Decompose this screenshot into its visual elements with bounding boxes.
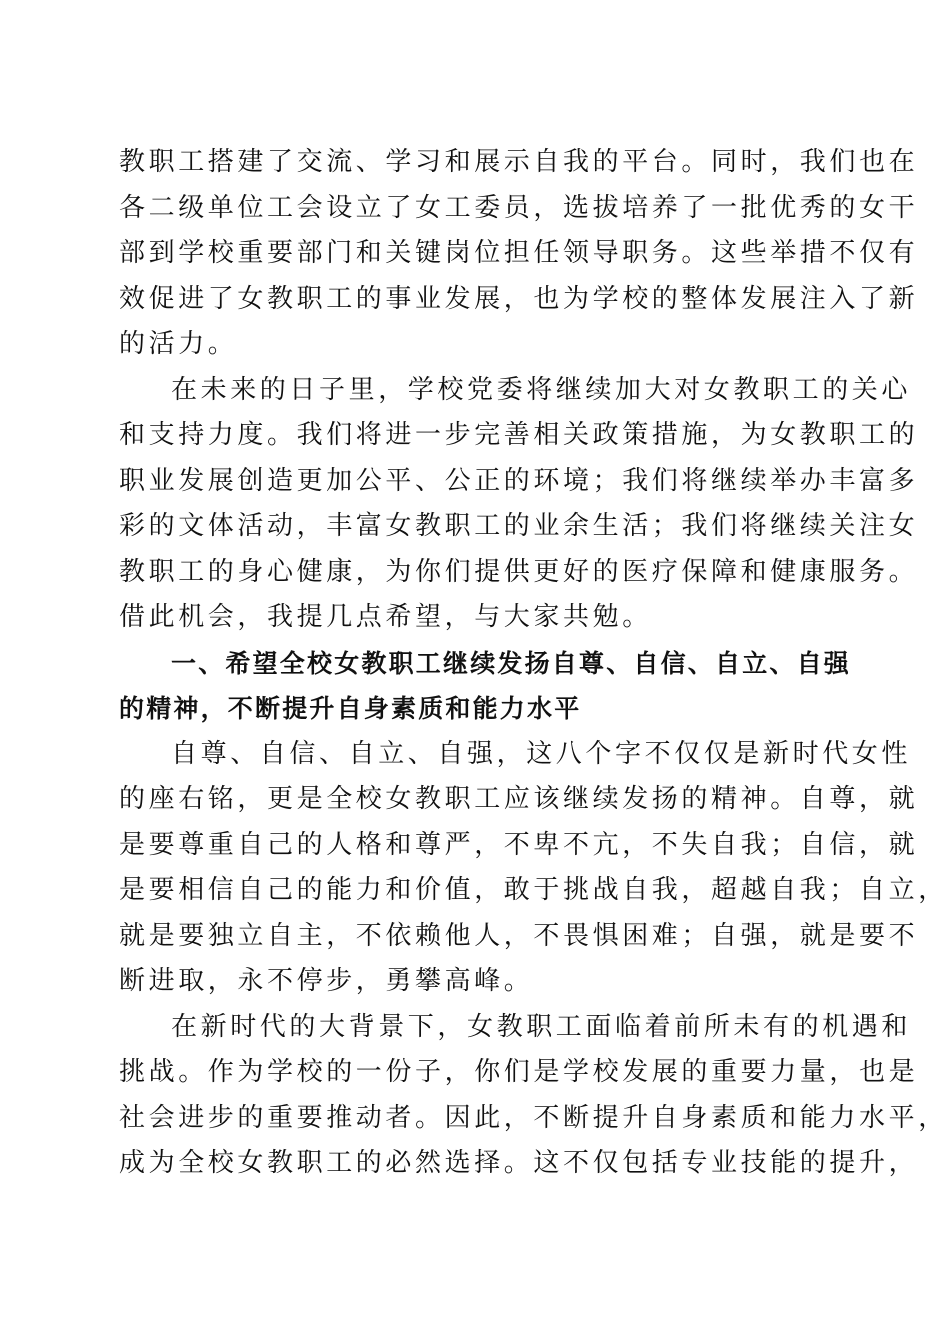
paragraph-line: 挑战。作为学校的一份子，你们是学校发展的重要力量，也是: [119, 1057, 919, 1087]
paragraph-line: 在未来的日子里，学校党委将继续加大对女教职工的关心: [171, 374, 912, 405]
paragraph-line: 社会进步的重要推动者。因此，不断提升自身素质和能力水平，: [119, 1102, 948, 1133]
paragraph-line: 各二级单位工会设立了女工委员，选拔培养了一批优秀的女干: [119, 192, 919, 223]
paragraph-line: 就是要独立自主，不依赖他人，不畏惧困难；自强，就是要不: [119, 920, 919, 951]
paragraph-line: 在新时代的大背景下，女教职工面临着前所未有的机遇和: [171, 1011, 912, 1042]
paragraph-line: 彩的文体活动，丰富女教职工的业余生活；我们将继续关注女: [119, 511, 919, 541]
paragraph-line: 和支持力度。我们将进一步完善相关政策措施，为女教职工的: [119, 420, 919, 450]
paragraph-line: 的座右铭，更是全校女教职工应该继续发扬的精神。自尊，就: [119, 784, 919, 814]
document-body: [119, 140, 948, 1187]
paragraph-line: 是要相信自己的能力和价值，敢于挑战自我，超越自我；自立，: [119, 875, 948, 905]
paragraph-line: 职业发展创造更加公平、公正的环境；我们将继续举办丰富多: [119, 465, 919, 496]
paragraph-line: 教职工搭建了交流、学习和展示自我的平台。同时，我们也在: [119, 147, 919, 177]
paragraph-line: 成为全校女教职工的必然选择。这不仅包括专业技能的提升，: [119, 1148, 919, 1178]
section-heading: 一、希望全校女教职工继续发扬自尊、自信、自立、自强: [171, 648, 852, 678]
paragraph-line: 教职工的身心健康，为你们提供更好的医疗保障和健康服务。: [119, 556, 919, 587]
paragraph-line: 自尊、自信、自立、自强，这八个字不仅仅是新时代女性: [171, 738, 912, 769]
paragraph-line: 借此机会，我提几点希望，与大家共勉。: [119, 602, 652, 632]
paragraph-line: 效促进了女教职工的事业发展，也为学校的整体发展注入了新: [119, 283, 919, 314]
paragraph-line: 部到学校重要部门和关键岗位担任领导职务。这些举措不仅有: [119, 238, 919, 268]
section-heading: 的精神，不断提升自身素质和能力水平: [119, 694, 582, 723]
paragraph-line: 的活力。: [119, 329, 238, 359]
paragraph-line: 断进取，永不停步，勇攀高峰。: [119, 966, 534, 996]
paragraph-line: 是要尊重自己的人格和尊严，不卑不亢，不失自我；自信，就: [119, 829, 919, 860]
